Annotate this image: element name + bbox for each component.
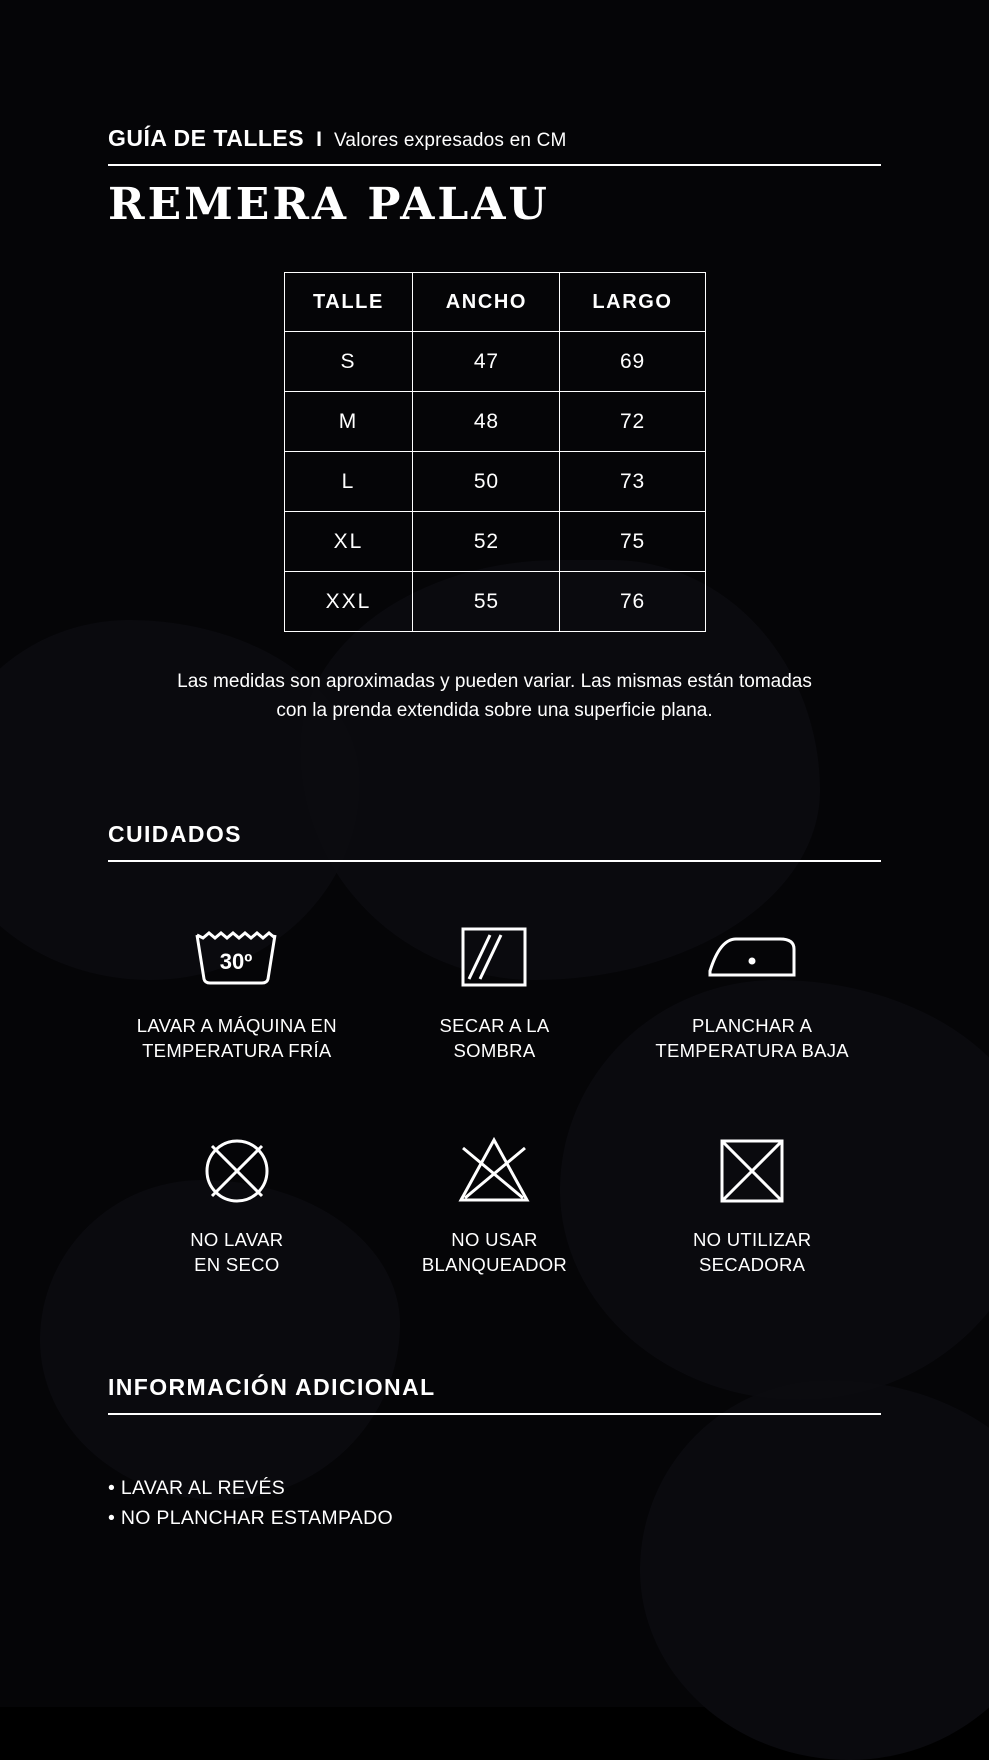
cell-talle: XXL (284, 572, 413, 632)
cell-largo: 75 (560, 512, 705, 572)
care-item-label (440, 1014, 550, 1064)
iron-low-icon (702, 918, 802, 996)
care-item-label (693, 1228, 811, 1278)
cell-talle: M (284, 392, 413, 452)
care-label-line-2: BLANQUEADOR (421, 1254, 568, 1276)
additional-info-title: INFORMACIÓN ADICIONAL (108, 1374, 436, 1401)
cell-talle: L (284, 452, 413, 512)
care-label-line-2: SOMBRA (453, 1040, 536, 1062)
care-item-no-bleach (366, 1132, 624, 1278)
measurements-note-line-2: con la prenda extendida sobre una superficie plana. (276, 699, 713, 721)
measurements-note (108, 668, 881, 725)
care-label-line-2: SECADORA (699, 1254, 806, 1276)
care-label-line-1: LAVAR A MÁQUINA EN (136, 1015, 337, 1037)
care-label-line-2: TEMPERATURA FRÍA (142, 1040, 332, 1062)
care-section-header (108, 821, 881, 862)
table-row (284, 332, 705, 392)
care-item-dry-shade (366, 918, 624, 1064)
header-divider (108, 164, 881, 166)
list-item: • NO PLANCHAR ESTAMPADO (108, 1507, 393, 1530)
table-row (284, 572, 705, 632)
column-header-talle: TALLE (284, 273, 413, 332)
column-header-largo: LARGO (560, 273, 705, 332)
wash-30-icon (191, 918, 283, 996)
size-guide-kicker (108, 125, 881, 152)
cell-largo: 73 (560, 452, 705, 512)
care-icons-grid (108, 918, 881, 1278)
table-row (284, 512, 705, 572)
cell-ancho: 52 (413, 512, 560, 572)
care-label-line-2: EN SECO (194, 1254, 280, 1276)
care-item-label (190, 1228, 283, 1278)
wash-temperature-label: 30º (219, 949, 253, 975)
care-label-line-2: TEMPERATURA BAJA (655, 1040, 849, 1062)
care-label-line-1: SECAR A LA (439, 1015, 550, 1037)
cell-ancho: 50 (413, 452, 560, 512)
care-label-line-1: PLANCHAR A (692, 1015, 813, 1037)
care-item-label (655, 1014, 849, 1064)
additional-info-divider (108, 1413, 881, 1415)
dry-in-shade-icon (456, 918, 532, 996)
size-table-container (108, 272, 881, 632)
care-label-line-1: NO USAR (451, 1229, 538, 1251)
no-tumble-dry-icon (713, 1132, 791, 1210)
cell-ancho: 48 (413, 392, 560, 452)
additional-info-section-header (108, 1374, 881, 1415)
list-item: • LAVAR AL REVÉS (108, 1477, 286, 1500)
care-item-no-tumble-dry (623, 1132, 881, 1278)
care-label-line-1: NO LAVAR (190, 1229, 284, 1251)
care-item-iron (623, 918, 881, 1064)
cell-largo: 69 (560, 332, 705, 392)
size-table (284, 272, 706, 632)
care-item-label (422, 1228, 567, 1278)
kicker-separator: I (316, 128, 322, 151)
measurements-note-line-1: Las medidas son aproximadas y pueden variar. Las mismas están tomadas (177, 671, 812, 693)
no-dry-clean-icon (198, 1132, 276, 1210)
cell-talle: XL (284, 512, 413, 572)
header (108, 0, 881, 228)
care-label-line-1: NO UTILIZAR (692, 1229, 812, 1251)
table-row (284, 392, 705, 452)
cell-ancho: 47 (413, 332, 560, 392)
table-header-row (284, 273, 705, 332)
cell-talle: S (284, 332, 413, 392)
no-bleach-icon (451, 1132, 537, 1210)
table-row (284, 452, 705, 512)
cell-ancho: 55 (413, 572, 560, 632)
column-header-ancho: ANCHO (413, 273, 560, 332)
page-title: REMERA PALAU (108, 179, 550, 230)
care-item-no-dry-clean (108, 1132, 366, 1278)
cell-largo: 76 (560, 572, 705, 632)
cell-largo: 72 (560, 392, 705, 452)
care-section-title: CUIDADOS (108, 821, 242, 848)
care-item-label (137, 1014, 337, 1064)
care-item-wash (108, 918, 366, 1064)
care-section-divider (108, 860, 881, 862)
additional-info-list (108, 1473, 881, 1533)
kicker-main-label: GUÍA DE TALLES (108, 125, 305, 151)
kicker-sub-label: Valores expresados en CM (333, 130, 567, 151)
